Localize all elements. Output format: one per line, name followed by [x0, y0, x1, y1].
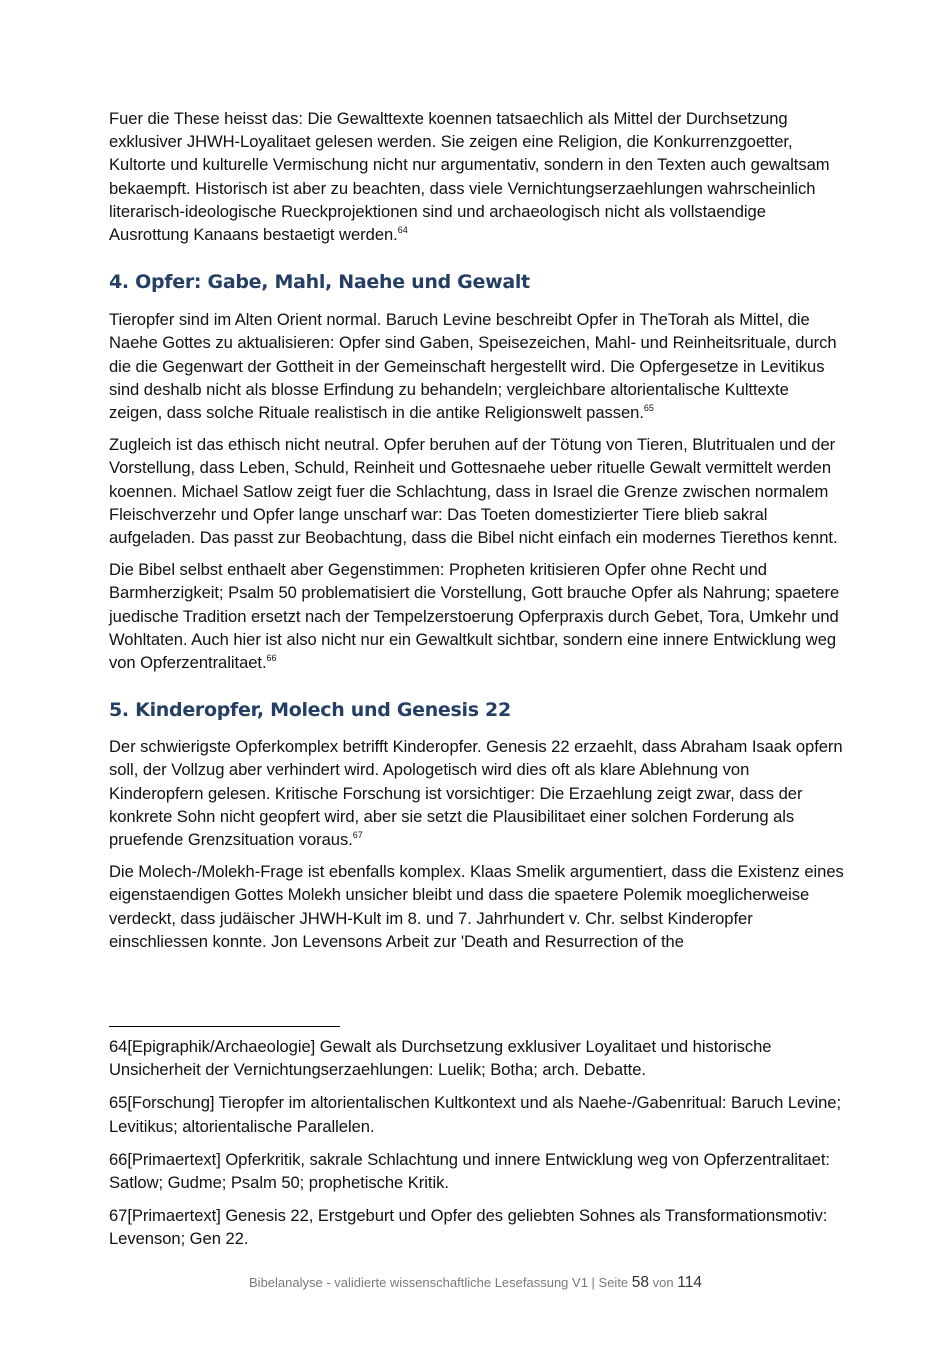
- page-total: 114: [677, 1274, 702, 1291]
- footer-of: von: [652, 1275, 674, 1290]
- footnote-ref[interactable]: 65: [643, 403, 654, 414]
- paragraph: Der schwierigste Opferkomplex betrifft Kinderopfer. Genesis 22 erzaehlt, dass Abraham Isaak opfern soll, der Vollzug aber verhindert wird. Apologetisch wird dies oft als klare Ablehnung von Kinderopfern gelesen. Kritische Forschung ist vorsichtiger: Die Erzaehlung zeigt zwar, dass der konkrete Sohn nicht geopfert wird, aber sie setzt die Plausibilitaet einer solchen Forderung als pruefende Grenzsituation voraus.$^{67}$: [109, 737, 843, 850]
- footnote-ref[interactable]: 66: [266, 653, 277, 664]
- section-heading: 5. Kinderopfer, Molech und Genesis 22: [109, 699, 511, 722]
- footer-text: Bibelanalyse - validierte wissenschaftliche Lesefassung V1 | Seite: [249, 1275, 629, 1290]
- section-heading: 4. Opfer: Gabe, Mahl, Naehe und Gewalt: [109, 271, 530, 294]
- page-number: 58: [631, 1274, 650, 1291]
- document-body: [109, 107, 844, 962]
- footnote: 65[Forschung] Tieropfer im altorientalischen Kultkontext und als Naehe-/Gabenritual: Baruch Levine; Levitikus; altorientalische Parallelen.: [109, 1093, 842, 1136]
- paragraph: Fuer die These heisst das: Die Gewalttexte koennen tatsaechlich als Mittel der Durchsetzung exklusiver JHWH-Loyalitaet gelesen werden. Sie zeigen eine Religion, die Konkurrenzgoetter, Kultorte und kulturelle Vermischung nicht nur argumentativ, sondern in den Texten auch gewaltsam bekaempft. Historisch ist aber zu beachten, dass viele Vernichtungserzaehlungen wahrscheinlich literarisch-ideologische Rueckprojektionen sind und archaeologisch nicht als vollstaendige Ausrottung Kanaans bestaetigt werden.$^{64}$: [109, 109, 830, 245]
- paragraph: Tieropfer sind im Alten Orient normal. Baruch Levine beschreibt Opfer in TheTorah als Mittel, die Naehe Gottes zu aktualisieren: Opfer sind Gaben, Speisezeichen, Mahl- und Reinheitsrituale, durch die die Gegenwart der Gottheit in der Gemeinschaft hergestellt wird. Die Opfergesetze in Levitikus sind deshalb nicht als blosse Erfindung zu behandeln; vergleichbare altorientalische Kulttexte zeigen, dass solche Rituale realistisch in die antike Religionswelt passen.$^{65}$: [109, 310, 837, 423]
- footnote: 66[Primaertext] Opferkritik, sakrale Schlachtung und innere Entwicklung weg von Opferzentralitaet: Satlow; Gudme; Psalm 50; prophetische Kritik.: [109, 1149, 830, 1193]
- paragraph: Die Bibel selbst enthaelt aber Gegenstimmen: Propheten kritisieren Opfer ohne Recht und Barmherzigkeit; Psalm 50 problematisiert die Vorstellung, Gott brauche Opfer als Nahrung; spaetere juedische Tradition ersetzt nach der Tempelzerstoerung Opferpraxis durch Gebet, Tora, Umkehr und Wohltaten. Auch hier ist also nicht nur ein Gewaltkult sichtbar, sondern eine innere Entwicklung weg von Opferzentralitaet.$^{66}$: [109, 560, 840, 673]
- footnote-separator: [109, 1026, 340, 1027]
- paragraph: Zugleich ist das ethisch nicht neutral. Opfer beruhen auf der Tötung von Tieren, Blutritualen und der Vorstellung, dass Leben, Schuld, Reinheit und Gottesnaehe ueber rituelle Gewalt vermittelt werden koennen. Michael Satlow zeigt fuer die Schlachtung, dass in Israel die Grenze zwischen normalem Fleischverzehr und Opfer lange unscharf war: Das Toeten domestizierter Tiere blieb sakral aufgeladen. Das passt zur Beobachtung, dass die Bibel nicht einfach ein modernes Tierethos kennt.: [109, 435, 838, 548]
- footnote: 64[Epigraphik/Archaeologie] Gewalt als Durchsetzung exklusiver Loyalitaet und historische Unsicherheit der Vernichtungserzaehlungen: Luelik; Botha; arch. Debatte.: [109, 1037, 772, 1080]
- paragraph: Die Molech-/Molekh-Frage ist ebenfalls komplex. Klaas Smelik argumentiert, dass die Existenz eines eigenstaendigen Gottes Molekh unsicher bleibt und dass die spaetere Polemik moeglicherweise verdeckt, dass judäischer JHWH-Kult im 8. und 7. Jahrhundert v. Chr. selbst Kinderopfer einschliessen konnte. Jon Levensons Arbeit zur 'Death and Resurrection of the: [109, 862, 844, 951]
- footnotes: [109, 1035, 844, 1261]
- page-footer: [0, 1273, 951, 1293]
- footnote: 67[Primaertext] Genesis 22, Erstgeburt und Opfer des geliebten Sohnes als Transformationsmotiv: Levenson; Gen 22.: [109, 1206, 828, 1249]
- footnote-ref[interactable]: 67: [352, 830, 363, 841]
- footnote-ref[interactable]: 64: [397, 225, 408, 236]
